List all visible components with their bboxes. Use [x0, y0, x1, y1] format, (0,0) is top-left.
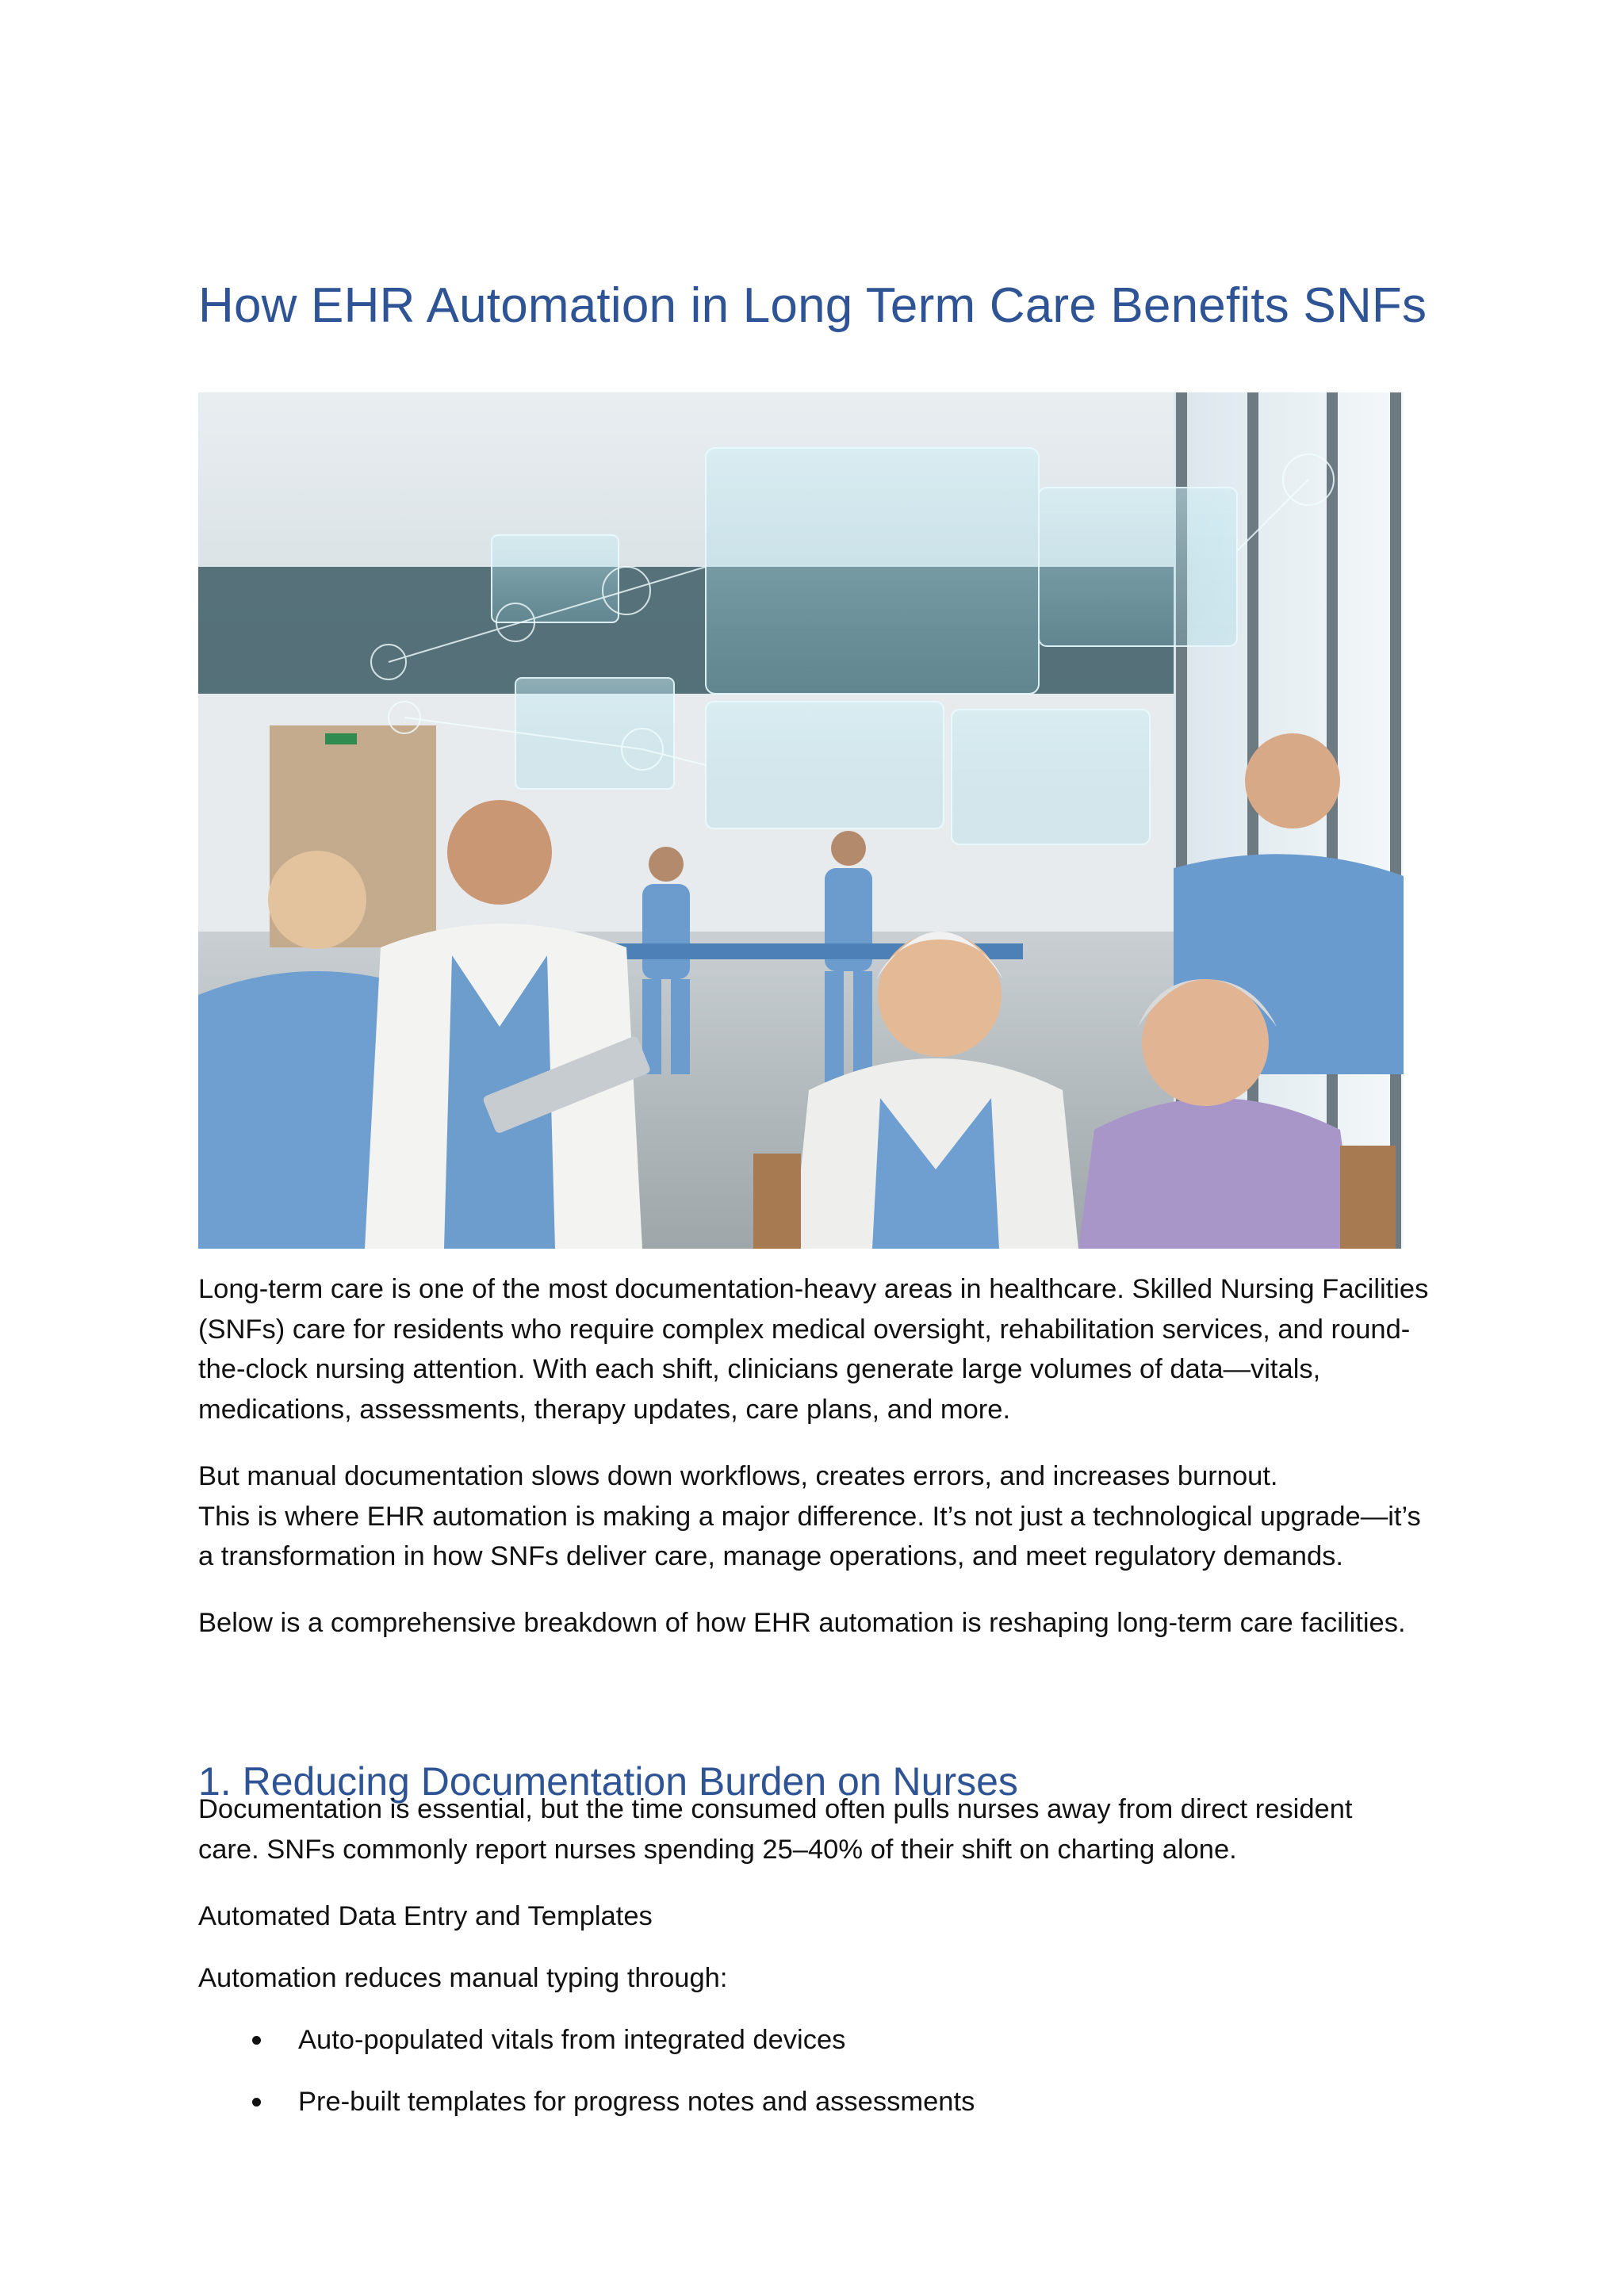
- lead-paragraph: [198, 1958, 1435, 1999]
- intro-paragraph: [198, 1269, 1435, 1429]
- intro-line: the-clock nursing attention. With each shift, clinicians generate large volumes of data—vitals,: [198, 1354, 1321, 1384]
- subheading-text: Automated Data Entry and Templates: [198, 1901, 653, 1931]
- section-body-line: Documentation is essential, but the time consumed often pulls nurses away from direct resident: [198, 1794, 1353, 1824]
- bullet-icon: [252, 2036, 261, 2045]
- hero-illustration: [198, 392, 1404, 1249]
- page-title: How EHR Automation in Long Term Care Benefits SNFs: [198, 277, 1427, 333]
- problem-line: a transformation in how SNFs deliver care, manage operations, and meet regulatory demands.: [198, 1541, 1343, 1571]
- list-item: [198, 2020, 975, 2060]
- section-heading: 1. Reducing Documentation Burden on Nurses: [198, 1758, 1018, 1804]
- breakdown-line: Below is a comprehensive breakdown of how EHR automation is reshaping long-term care facilities.: [198, 1608, 1406, 1638]
- problem-line: This is where EHR automation is making a major difference. It’s not just a technological upgrade—it’s: [198, 1501, 1421, 1532]
- intro-line: Long-term care is one of the most documentation-heavy areas in healthcare. Skilled Nursing Facilities: [198, 1274, 1429, 1304]
- breakdown-paragraph: [198, 1603, 1435, 1644]
- section-body: [198, 1789, 1435, 1869]
- intro-line: (SNFs) care for residents who require complex medical oversight, rehabilitation services, and round-: [198, 1314, 1411, 1345]
- lead-text: Automation reduces manual typing through:: [198, 1963, 728, 1993]
- list-item: [198, 2082, 975, 2122]
- list-item-text: Auto-populated vitals from integrated devices: [298, 2025, 846, 2055]
- bullet-icon: [252, 2098, 261, 2107]
- problem-line: But manual documentation slows down workflows, creates errors, and increases burnout.: [198, 1461, 1278, 1491]
- section-body-line: care. SNFs commonly report nurses spending 25–40% of their shift on charting alone.: [198, 1834, 1237, 1865]
- subheading: [198, 1896, 1435, 1937]
- problem-paragraph: [198, 1456, 1435, 1577]
- list-item-text: Pre-built templates for progress notes and assessments: [298, 2087, 975, 2117]
- intro-line: medications, assessments, therapy updates, care plans, and more.: [198, 1394, 1011, 1425]
- bullet-list: [198, 2020, 975, 2144]
